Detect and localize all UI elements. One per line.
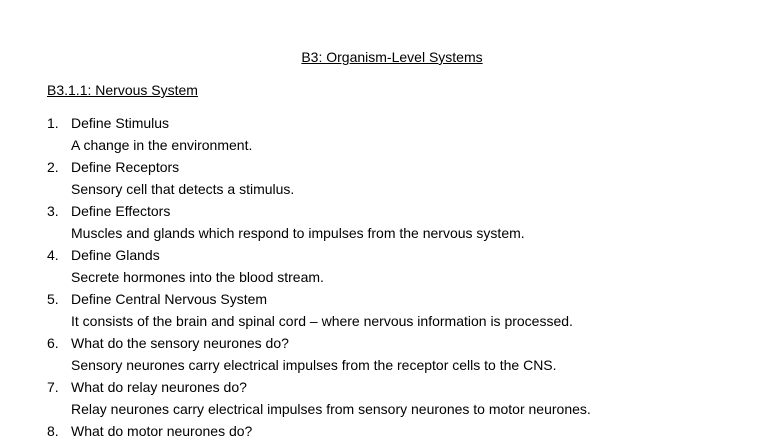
question-text: Define Effectors bbox=[71, 203, 171, 219]
question-text: Define Glands bbox=[71, 247, 160, 263]
question-text: Define Central Nervous System bbox=[71, 291, 268, 307]
question-list bbox=[47, 113, 591, 443]
list-item bbox=[47, 245, 591, 289]
item-number: 5. bbox=[47, 291, 59, 307]
question-text: Define Receptors bbox=[71, 159, 180, 175]
question-text: What do motor neurones do? bbox=[71, 423, 253, 439]
question-text: What do relay neurones do? bbox=[71, 379, 247, 395]
item-number: 3. bbox=[47, 203, 59, 219]
answer-text: Relay neurones carry electrical impulses from sensory neurones to motor neurones. bbox=[71, 401, 591, 417]
item-number: 7. bbox=[47, 379, 59, 395]
question-text: Define Stimulus bbox=[71, 115, 170, 131]
list-item bbox=[47, 377, 591, 421]
item-number: 4. bbox=[47, 247, 59, 263]
answer-text: Sensory cell that detects a stimulus. bbox=[71, 181, 295, 197]
answer-text: Muscles and glands which respond to impulses from the nervous system. bbox=[71, 225, 525, 241]
section-heading: B3.1.1: Nervous System bbox=[47, 82, 198, 98]
answer-text: It consists of the brain and spinal cord – where nervous information is processed. bbox=[71, 313, 573, 329]
list-item bbox=[47, 113, 591, 157]
answer-text: A change in the environment. bbox=[71, 137, 253, 153]
answer-text: Sensory neurones carry electrical impulses from the receptor cells to the CNS. bbox=[71, 357, 557, 373]
document-title: B3: Organism-Level Systems bbox=[301, 49, 483, 65]
item-number: 2. bbox=[47, 159, 59, 175]
answer-text: Secrete hormones into the blood stream. bbox=[71, 269, 324, 285]
list-item bbox=[47, 421, 591, 443]
item-number: 6. bbox=[47, 335, 59, 351]
question-text: What do the sensory neurones do? bbox=[71, 335, 289, 351]
list-item bbox=[47, 157, 591, 201]
item-number: 8. bbox=[47, 423, 59, 439]
item-number: 1. bbox=[47, 115, 59, 131]
list-item bbox=[47, 289, 591, 333]
list-item bbox=[47, 201, 591, 245]
list-item bbox=[47, 333, 591, 377]
